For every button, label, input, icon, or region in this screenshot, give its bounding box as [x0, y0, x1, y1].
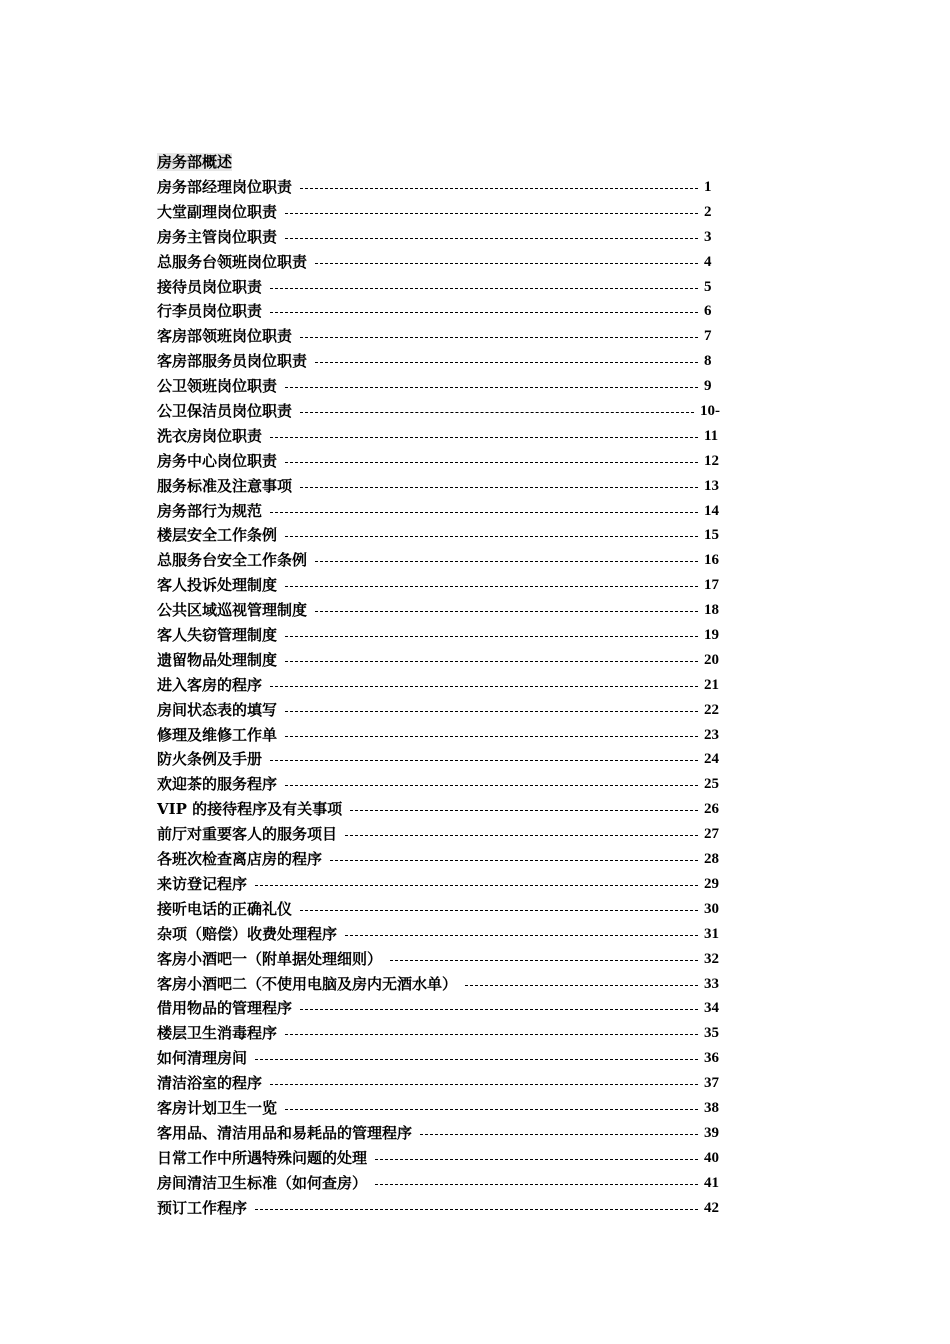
- toc-dot-leader: [465, 972, 698, 997]
- toc-entry[interactable]: [157, 673, 720, 698]
- toc-entry-page-number: 39: [704, 1124, 719, 1141]
- toc-entry-page-number: 13: [704, 477, 719, 494]
- toc-entry[interactable]: [157, 1021, 720, 1046]
- toc-entry-title: 服务标准及注意事项: [157, 476, 293, 495]
- toc-dot-leader: [350, 797, 698, 822]
- toc-entry[interactable]: [157, 797, 720, 822]
- toc-entry[interactable]: [157, 324, 720, 349]
- toc-entry-page-number: 29: [704, 875, 719, 892]
- toc-entry[interactable]: [157, 349, 720, 374]
- toc-entry-title: 行李员岗位职责: [157, 302, 263, 321]
- toc-dot-leader: [420, 1121, 698, 1146]
- toc-entry-title: 楼层安全工作条例: [157, 526, 278, 545]
- toc-entry[interactable]: [157, 548, 720, 573]
- toc-entry-page-number: 8: [704, 353, 712, 370]
- toc-entry-title: 客房小酒吧一（附单据处理细则）: [157, 949, 383, 968]
- toc-entry[interactable]: [157, 947, 720, 972]
- toc-entry-title: 楼层卫生消毒程序: [157, 1024, 278, 1043]
- toc-entry[interactable]: [157, 200, 720, 225]
- toc-entry-title: 前厅对重要客人的服务项目: [157, 825, 338, 844]
- toc-entry-title: VIP 的接待程序及有关事项: [157, 800, 343, 819]
- toc-entry[interactable]: [157, 299, 720, 324]
- toc-dot-leader: [285, 374, 698, 399]
- toc-entry-page-number: 34: [704, 1000, 719, 1017]
- toc-entry[interactable]: [157, 573, 720, 598]
- toc-entry-title: 日常工作中所遇特殊问题的处理: [157, 1148, 368, 1167]
- toc-dot-leader: [285, 225, 698, 250]
- toc-entry-title: 进入客房的程序: [157, 675, 263, 694]
- toc-entry-page-number: 28: [704, 851, 719, 868]
- toc-dot-leader: [285, 698, 698, 723]
- toc-entry-title: 欢迎茶的服务程序: [157, 775, 278, 794]
- toc-entry-page-number: 38: [704, 1099, 719, 1116]
- toc-entry-page-number: 42: [704, 1199, 719, 1216]
- toc-entry-page-number: 9: [704, 378, 712, 395]
- toc-dot-leader: [300, 324, 698, 349]
- toc-dot-leader: [285, 523, 698, 548]
- toc-entry-page-number: 2: [704, 203, 712, 220]
- toc-dot-leader: [285, 623, 698, 648]
- toc-entry-title: 公卫保洁员岗位职责: [157, 402, 293, 421]
- toc-entry[interactable]: [157, 374, 720, 399]
- toc-entry-page-number: 33: [704, 975, 719, 992]
- toc-entry-title: 房务中心岗位职责: [157, 451, 278, 470]
- toc-entry-title: 房间状态表的填写: [157, 700, 278, 719]
- toc-entry[interactable]: [157, 972, 720, 997]
- toc-entry-title: 大堂副理岗位职责: [157, 202, 278, 221]
- toc-entry[interactable]: [157, 424, 720, 449]
- toc-entry-page-number: 27: [704, 826, 719, 843]
- toc-entry-title: 接听电话的正确礼仪: [157, 899, 293, 918]
- toc-heading: [157, 150, 720, 175]
- toc-entry[interactable]: [157, 474, 720, 499]
- toc-entry[interactable]: [157, 698, 720, 723]
- toc-entry[interactable]: [157, 1196, 720, 1221]
- toc-dot-leader: [285, 573, 698, 598]
- toc-entry-title: 房间清洁卫生标准（如何查房）: [157, 1173, 368, 1192]
- toc-entry-page-number: 37: [704, 1075, 719, 1092]
- toc-dot-leader: [345, 822, 698, 847]
- toc-entry[interactable]: [157, 1096, 720, 1121]
- toc-entry-title: 预订工作程序: [157, 1198, 248, 1217]
- toc-dot-leader: [300, 474, 698, 499]
- toc-entry-page-number: 10-: [700, 403, 720, 420]
- toc-entry[interactable]: [157, 822, 720, 847]
- toc-entry-title: 借用物品的管理程序: [157, 999, 293, 1018]
- toc-entry[interactable]: [157, 275, 720, 300]
- toc-dot-leader: [270, 275, 698, 300]
- toc-entry-page-number: 19: [704, 627, 719, 644]
- toc-dot-leader: [270, 499, 698, 524]
- toc-entry-title: 洗衣房岗位职责: [157, 426, 263, 445]
- toc-entry-page-number: 14: [704, 502, 719, 519]
- toc-entry[interactable]: [157, 747, 720, 772]
- toc-dot-leader: [255, 1046, 698, 1071]
- toc-entry-title: 客人投诉处理制度: [157, 576, 278, 595]
- toc-entry-page-number: 16: [704, 552, 719, 569]
- toc-entry-page-number: 24: [704, 751, 719, 768]
- toc-entry-page-number: 30: [704, 900, 719, 917]
- toc-entry-page-number: 5: [704, 278, 712, 295]
- toc-entry-page-number: 1: [704, 179, 712, 195]
- toc-entry-page-number: 23: [704, 726, 719, 743]
- toc-entry-page-number: 35: [704, 1025, 719, 1042]
- toc-entry-title: 防火条例及手册: [157, 750, 263, 769]
- toc-entry[interactable]: [157, 1146, 720, 1171]
- toc-entry-title: 接待员岗位职责: [157, 277, 263, 296]
- toc-dot-leader: [270, 299, 698, 324]
- toc-entry[interactable]: [157, 598, 720, 623]
- toc-dot-leader: [315, 349, 698, 374]
- toc-dot-leader: [285, 648, 698, 673]
- toc-entry[interactable]: [157, 225, 720, 250]
- toc-entry-page-number: 36: [704, 1050, 719, 1067]
- toc-entry-page-number: 25: [704, 776, 719, 793]
- toc-entry[interactable]: [157, 523, 720, 548]
- toc-dot-leader: [315, 250, 698, 275]
- toc-heading-text: 房务部概述: [157, 153, 233, 171]
- toc-entry-page-number: 22: [704, 701, 719, 718]
- toc-entry-title: 如何清理房间: [157, 1049, 248, 1068]
- toc-entries: [157, 175, 720, 1220]
- toc-entry[interactable]: [157, 499, 720, 524]
- toc-entry-title: 公卫领班岗位职责: [157, 377, 278, 396]
- toc-entry-title: 客房部服务员岗位职责: [157, 352, 308, 371]
- toc-dot-leader: [270, 1071, 698, 1096]
- toc-entry[interactable]: [157, 772, 720, 797]
- toc-entry[interactable]: [157, 1121, 720, 1146]
- toc-entry-title: 房务主管岗位职责: [157, 227, 278, 246]
- toc-entry-page-number: 20: [704, 651, 719, 668]
- toc-dot-leader: [270, 673, 698, 698]
- toc-dot-leader: [375, 1146, 698, 1171]
- toc-entry[interactable]: [157, 847, 720, 872]
- toc-entry-title: 客房计划卫生一览: [157, 1098, 278, 1117]
- toc-entry-title: 房务部行为规范: [157, 501, 263, 520]
- toc-dot-leader: [315, 548, 698, 573]
- toc-entry-page-number: 41: [704, 1174, 719, 1191]
- toc-entry-page-number: 3: [704, 228, 712, 245]
- toc-entry-title: 杂项（赔偿）收费处理程序: [157, 924, 338, 943]
- toc-dot-leader: [270, 747, 698, 772]
- toc-entry[interactable]: [157, 723, 720, 748]
- toc-entry[interactable]: [157, 623, 720, 648]
- toc-entry-title: 客人失窃管理制度: [157, 626, 278, 645]
- toc-dot-leader: [285, 772, 698, 797]
- toc-entry[interactable]: [157, 250, 720, 275]
- toc-dot-leader: [300, 399, 694, 424]
- toc-entry[interactable]: [157, 399, 720, 424]
- toc-dot-leader: [285, 1021, 698, 1046]
- toc-entry-title: 清洁浴室的程序: [157, 1074, 263, 1093]
- toc-dot-leader: [300, 897, 698, 922]
- toc-entry-page-number: 18: [704, 602, 719, 619]
- toc-dot-leader: [270, 424, 698, 449]
- toc-entry-title: 公共区域巡视管理制度: [157, 601, 308, 620]
- toc-entry-page-number: 26: [704, 801, 719, 818]
- toc-dot-leader: [300, 996, 698, 1021]
- toc-dot-leader: [285, 1096, 698, 1121]
- toc-entry[interactable]: [157, 1046, 720, 1071]
- toc-entry-title: 房务部经理岗位职责: [157, 178, 293, 196]
- toc-entry-page-number: 6: [704, 303, 712, 320]
- toc-entry-title: 客房小酒吧二（不使用电脑及房内无酒水单）: [157, 974, 458, 993]
- toc-entry-title: 遗留物品处理制度: [157, 650, 278, 669]
- toc-entry-title: 总服务台安全工作条例: [157, 551, 308, 570]
- toc-entry-page-number: 11: [704, 427, 719, 444]
- toc-entry-page-number: 17: [704, 577, 719, 594]
- toc-dot-leader: [330, 847, 698, 872]
- toc-entry[interactable]: [157, 996, 720, 1021]
- toc-entry[interactable]: [157, 897, 720, 922]
- toc-dot-leader: [315, 598, 698, 623]
- toc-entry-page-number: 40: [704, 1149, 719, 1166]
- toc-dot-leader: [345, 922, 698, 947]
- toc-dot-leader: [300, 175, 698, 200]
- toc-entry-page-number: 15: [704, 527, 719, 544]
- toc-dot-leader: [285, 200, 698, 225]
- toc-dot-leader: [375, 1171, 698, 1196]
- toc-entry-page-number: 7: [704, 328, 712, 345]
- toc-entry-title: 来访登记程序: [157, 874, 248, 893]
- toc-entry[interactable]: [157, 449, 720, 474]
- toc-entry-page-number: 21: [704, 676, 719, 693]
- toc-entry[interactable]: [157, 922, 720, 947]
- toc-dot-leader: [255, 1196, 698, 1221]
- toc-entry-page-number: 31: [704, 925, 719, 942]
- toc-entry[interactable]: [157, 1071, 720, 1096]
- toc-entry-title: 客房部领班岗位职责: [157, 327, 293, 346]
- toc-entry-title: 修理及维修工作单: [157, 725, 278, 744]
- toc-entry-page-number: 12: [704, 452, 719, 469]
- toc-entry-page-number: 4: [704, 253, 712, 270]
- toc-entry[interactable]: [157, 872, 720, 897]
- toc-entry-page-number: 32: [704, 950, 719, 967]
- toc-dot-leader: [285, 449, 698, 474]
- toc-dot-leader: [285, 723, 698, 748]
- toc-entry-title: 总服务台领班岗位职责: [157, 252, 308, 271]
- toc-entry[interactable]: [157, 1171, 720, 1196]
- toc-dot-leader: [390, 947, 698, 972]
- table-of-contents: [157, 150, 720, 1220]
- toc-entry[interactable]: [157, 648, 720, 673]
- toc-dot-leader: [255, 872, 698, 897]
- toc-entry-title: 各班次检查离店房的程序: [157, 850, 323, 869]
- toc-entry[interactable]: [157, 175, 720, 200]
- toc-entry-title: 客用品、清洁用品和易耗品的管理程序: [157, 1123, 413, 1142]
